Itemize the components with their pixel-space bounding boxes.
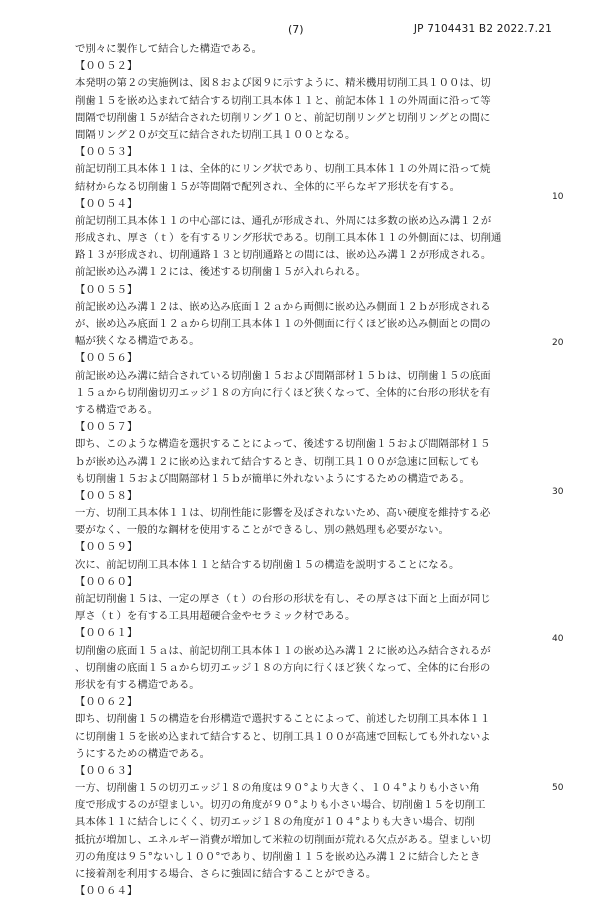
text-line: 即ち、切削歯１５の構造を台形構造で選択することによって、前述した切削工具本体１１ [75,713,491,726]
margin-line-number: 30 [552,487,564,497]
text-line: 前記嵌め込み溝に結合されている切削歯１５および間隔部材１５ｂは、切削歯１５の底面 [75,369,491,382]
body-text [75,41,530,900]
text-line: ｂが嵌め込み溝１２に嵌め込まれて結合するとき、切削工具１００が急速に回転しても [75,455,480,468]
text-line: 形状を有する構造である。 [75,678,200,691]
paragraph-number: 【００６０】 [75,575,138,588]
text-line: 前記切削歯１５は、一定の厚さ（ｔ）の台形の形状を有し、その厚さは下面と上面が同じ [75,593,491,605]
paragraph-number: 【００６４】 [75,885,138,898]
paragraph-number: 【００５４】 [75,197,138,210]
text-line: １５ａから切削歯切刃エッジ１８の方向に行くほど狭くなって、全体的に台形の形状を有 [75,386,491,399]
text-line: 前記嵌め込み溝１２には、後述する切削歯１５が入れられる。 [75,266,366,279]
text-line: する構造である。 [75,403,159,416]
margin-line-number: 50 [552,783,564,793]
paragraph-number: 【００５９】 [75,541,138,554]
text-line: 切削歯の底面１５ａは、前記切削工具本体１１の嵌め込み溝１２に嵌め込み結合されるが [75,644,491,657]
text-line: 前記切削工具本体１１の中心部には、通孔が形成され、外周には多数の嵌め込み溝１２が [75,214,492,227]
text-line: 一方、切削工具本体１１は、切削性能に影響を及ぼされないため、高い硬度を維持する必 [75,507,491,520]
text-line: 要がなく、一般的な鋼材を使用することができるし、別の熱処理も必要がない。 [75,524,449,537]
paragraph-number: 【００５７】 [75,421,138,434]
margin-line-number: 10 [552,192,564,202]
page-number: (7) [288,23,304,36]
margin-line-number: 40 [552,634,564,644]
text-line: 度で形成するのが望ましい。切刃の角度が９０°よりも小さい場合、切削歯１５を切削工 [75,799,486,812]
text-line: 、切削歯の底面１５ａから切刃エッジ１８の方向に行くほど狭くなって、全体的に台形の [75,661,491,674]
text-line: 間隔で切削歯１５が結合された切削リング１０と、前記切削リングと切削リングとの間に [75,111,491,124]
text-line: 本発明の第２の実施例は、図８および図９に示すように、精米機用切削工具１００は、切 [75,77,491,90]
text-line: 抵抗が増加し、エネルギー消費が増加して米粒の切削面が荒れる欠点がある。望ましい切 [75,833,491,846]
text-line: に切削歯１５を嵌め込まれて結合すると、切削工具１００が高速で回転しても外れないよ [75,730,491,743]
text-line: で別々に製作して結合した構造である。 [75,43,263,55]
text-line: うにするための構造である。 [75,747,211,760]
text-line: 路１３が形成され、切削通路１３と切削通路との間には、嵌め込み溝１２が形成される。 [75,249,492,262]
paragraph-number: 【００６３】 [75,764,138,777]
paragraph-number: 【００６１】 [75,627,138,640]
text-line: 幅が狭くなる構造である。 [75,335,200,348]
text-line: 削歯１５を嵌め込まれて結合する切削工具本体１１と、前記本体１１の外周面に沿って等 [75,94,491,107]
paragraph-number: 【００５６】 [75,352,138,365]
paragraph-number: 【００５５】 [75,283,138,296]
text-line: に接着剤を利用する場合、さらに強固に結合することができる。 [75,868,377,880]
paragraph-number: 【００５２】 [75,60,138,73]
text-line: 前記嵌め込み溝１２は、嵌め込み底面１２ａから両側に嵌め込み側面１２ｂが形成される [75,300,491,313]
text-line: 前記切削工具本体１１は、全体的にリング状であり、切削工具本体１１の外周に沿って焼 [75,163,491,176]
text-line: 結材からなる切削歯１５が等間隔で配列され、全体的に平らなギア形状を有する。 [75,180,461,193]
text-line: 即ち、このような構造を選択することによって、後述する切削歯１５および間隔部材１５ [75,438,491,451]
text-line: 形成され、厚さ（ｔ）を有するリング形状である。切削工具本体１１の外側面には、切削通 [75,232,502,245]
text-line: 具本体１１に結合しにくく、切刃エッジ１８の角度が１０４°よりも大きい場合、切削 [75,816,475,829]
paragraph-number: 【００６２】 [75,696,138,709]
text-line: も切削歯１５および間隔部材１５ｂが簡単に外れないようにするための構造である。 [75,472,470,485]
text-line: 刃の角度は９５°ないし１００°であり、切削歯１１５を嵌め込み溝１２に結合したとき [75,850,481,863]
text-line: 一方、切削歯１５の切刃エッジ１８の角度は９０°より大きく、１０４°よりも小さい角 [75,782,480,795]
text-line: 間隔リング２０が交互に結合された切削工具１００となる。 [75,128,356,141]
margin-line-number: 20 [552,338,564,348]
publication-number: JP 7104431 B2 2022.7.21 [413,23,552,35]
text-line: 厚さ（ｔ）を有する工具用超硬合金やセラミック材である。 [75,610,356,623]
text-line: 次に、前記切削工具本体１１と結合する切削歯１５の構造を説明することになる。 [75,558,460,571]
paragraph-number: 【００５３】 [75,146,138,159]
text-line: が、嵌め込み底面１２ａから切削工具本体１１の外側面に行くほど嵌め込み側面との間の [75,318,491,330]
paragraph-number: 【００５８】 [75,489,138,502]
